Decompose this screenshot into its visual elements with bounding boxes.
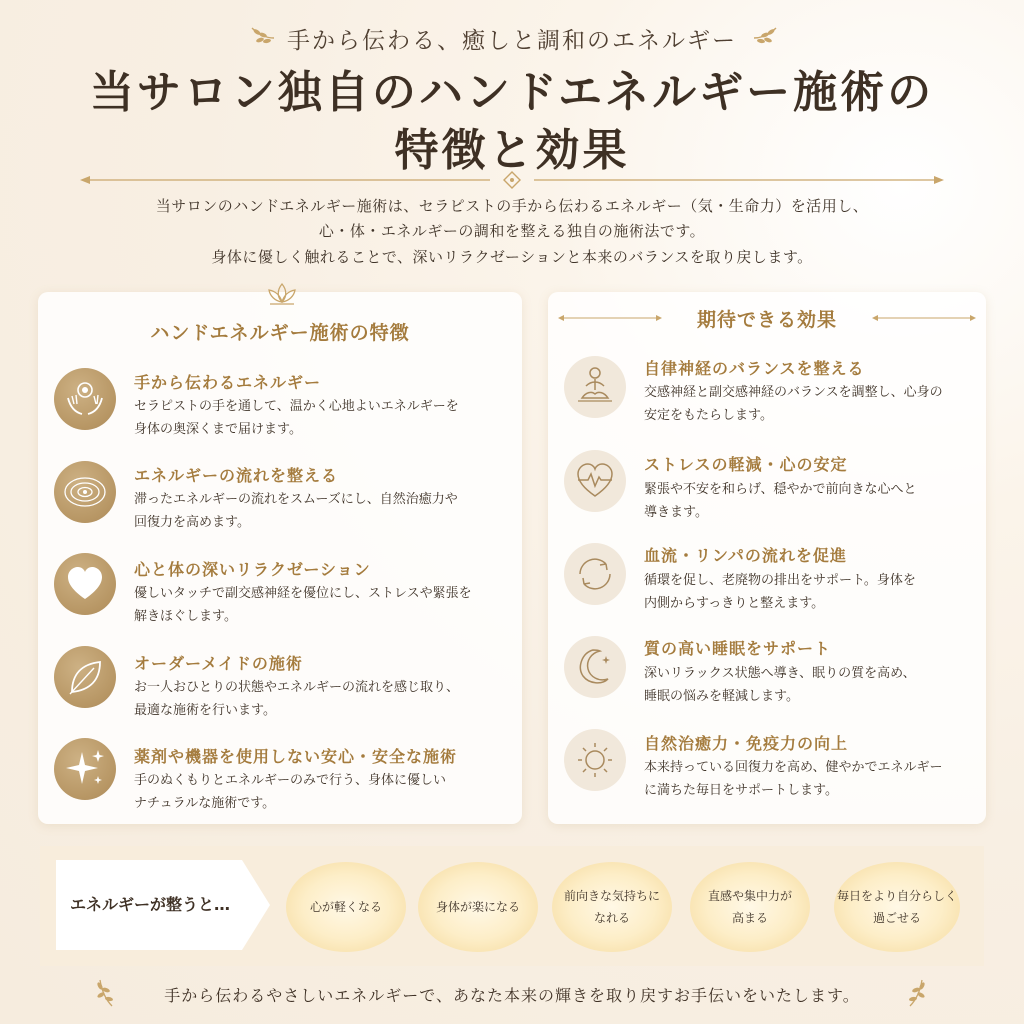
benefit-text: 直感や集中力が [707, 889, 792, 903]
effect-desc: 深いリラックス状態へ導き、眠りの質を高め、 [644, 666, 916, 681]
intro-line-2: 心・体・エネルギーの調和を整える独自の施術法です。 [318, 222, 706, 240]
benefit-bubble [418, 862, 538, 952]
circulation-icon [564, 543, 626, 605]
effects-title: 期待できる効果 [696, 309, 837, 331]
tagline: 手から伝わる、癒しと調和のエネルギー [287, 28, 737, 54]
effect-desc: に満ちた毎日をサポートします。 [644, 783, 838, 798]
feature-icon-circle [54, 461, 116, 523]
effect-desc: 交感神経と副交感神経のバランスを調整し、心身の [644, 385, 943, 400]
feature-desc: 滞ったエネルギーの流れをスムーズにし、自然治癒力や [134, 492, 458, 507]
benefit-bubble [286, 862, 406, 952]
intro-line-3: 身体に優しく触れることで、深いリラクゼーションと本来のバランスを取り戻します。 [211, 248, 813, 266]
feature-icon-circle [54, 368, 116, 430]
effect-icon-circle [564, 636, 626, 698]
effect-icon-circle [564, 450, 626, 512]
moon-icon [564, 636, 626, 698]
effect-icon-circle [564, 356, 626, 418]
effect-desc: 本来持っている回復力を高め、健やかでエネルギー [644, 760, 943, 775]
feature-desc: 手のぬくもりとエネルギーのみで行う、身体に優しい [134, 773, 447, 788]
feature-title: オーダーメイドの施術 [134, 654, 303, 673]
feature-icon-circle [54, 646, 116, 708]
lotus-icon [264, 282, 300, 306]
effect-title: 自然治癒力・免疫力の向上 [644, 734, 849, 753]
leaf-icon [54, 646, 116, 708]
sparkle-icon [54, 738, 116, 800]
flow-rings-icon [54, 461, 116, 523]
benefit-text: 前向きな気持ちに [563, 889, 660, 903]
feature-desc: 最適な施術を行います。 [134, 703, 276, 718]
laurel-right-icon [904, 978, 930, 1008]
ornamental-divider [80, 170, 944, 190]
feature-desc: 身体の奥深くまで届けます。 [134, 422, 302, 437]
title-divider-left [558, 312, 662, 324]
benefit-text: 心が軽くなる [309, 900, 382, 914]
hands-energy-icon [54, 368, 116, 430]
effect-icon-circle [564, 543, 626, 605]
benefit-bubble [834, 862, 960, 952]
effect-desc: 緊張や不安を和らげ、穏やかで前向きな心へと [644, 482, 917, 497]
effect-title: 自律神経のバランスを整える [644, 359, 865, 378]
effect-icon-circle [564, 729, 626, 791]
benefit-text: 身体が楽になる [435, 900, 520, 914]
benefit-text: 毎日をより自分らしく [836, 889, 957, 903]
effect-title: 血流・リンパの流れを促進 [644, 546, 847, 565]
benefit-text: 過ごせる [872, 911, 921, 925]
feature-desc: セラピストの手を通して、温かく心地よいエネルギーを [134, 399, 459, 414]
sun-icon [564, 729, 626, 791]
effect-desc: 内側からすっきりと整えます。 [644, 596, 825, 611]
feature-icon-circle [54, 553, 116, 615]
effect-desc: 循環を促し、老廃物の排出をサポート。身体を [644, 573, 916, 588]
effect-desc: 安定をもたらします。 [644, 408, 773, 423]
feature-icon-circle [54, 738, 116, 800]
feature-title: 薬剤や機器を使用しない安心・安全な施術 [134, 747, 458, 766]
meditation-icon [564, 356, 626, 418]
effect-desc: 導きます。 [644, 505, 708, 520]
feature-title: 心と体の深いリラクゼーション [134, 560, 371, 579]
feature-desc: 優しいタッチで副交感神経を優位にし、ストレスや緊張を [134, 586, 472, 601]
feature-desc: ナチュラルな施術です。 [134, 796, 276, 811]
title-divider-right [872, 312, 976, 324]
benefits-lead: エネルギーが整うと… [70, 895, 231, 914]
effect-desc: 睡眠の悩みを軽減します。 [644, 689, 799, 704]
effect-title: 質の高い睡眠をサポート [644, 639, 832, 658]
feature-desc: 回復力を高めます。 [134, 515, 250, 530]
feature-desc: 解きほぐします。 [134, 609, 237, 624]
laurel-right-icon [752, 26, 780, 48]
page-title-line1: 当サロン独自のハンドエネルギー施術の [89, 67, 935, 118]
page-title-line2: 特徴と効果 [394, 125, 630, 176]
feature-title: 手から伝わるエネルギー [134, 373, 322, 392]
benefit-bubble [552, 862, 672, 952]
features-title: ハンドエネルギー施術の特徴 [150, 322, 410, 344]
benefit-bubble [690, 862, 810, 952]
benefit-text: 高まる [731, 911, 768, 925]
feature-desc: お一人おひとりの状態やエネルギーの流れを感じ取り、 [134, 680, 460, 695]
intro-line-1: 当サロンのハンドエネルギー施術は、セラピストの手から伝わるエネルギー（気・生命力）を活用し、 [155, 197, 869, 215]
effect-title: ストレスの軽減・心の安定 [644, 455, 848, 474]
closing-message: 手から伝わるやさしいエネルギーで、あなた本来の輝きを取り戻すお手伝いをいたします。 [164, 986, 860, 1005]
heartbeat-icon [564, 450, 626, 512]
benefit-text: なれる [593, 911, 630, 925]
feature-title: エネルギーの流れを整える [134, 466, 339, 485]
heart-icon [54, 553, 116, 615]
